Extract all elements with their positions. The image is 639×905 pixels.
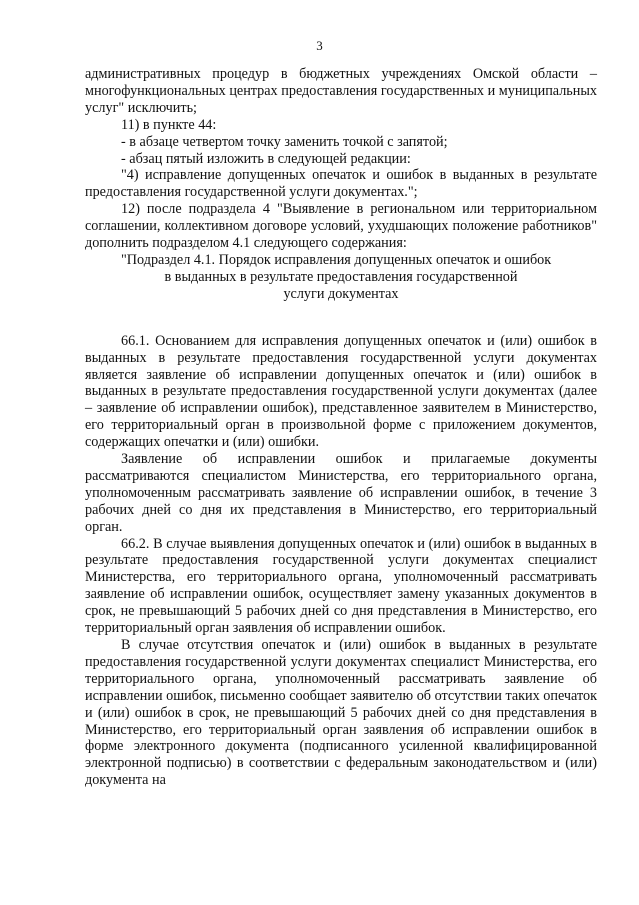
paragraph-66-2-absence: В случае отсутствия опечаток и (или) ошибок в выданных в результате предоставления государственной услуги документах специалист Министерства, его территориального органа, уполномоченный рассматривать заявление об исправлении ошибок, письменно сообщает заявителю об отсутствии таких опечаток и (или) ошибок в срок, не превышающий 5 рабочих дней со дня представления в Министерство, его территориальный орган заявления об исправлении ошибок в форме электронного документа (подписанного усиленной квалифицированной электронной подписью) в соответствии с федеральным законодательством и (или) документа на xyxy=(85,637,597,789)
paragraph-item-11: 11) в пункте 44: xyxy=(121,116,217,133)
paragraph-66-1-review: Заявление об исправлении ошибок и прилагаемые документы рассматриваются специалистом Министерства, его территориального органа, уполномоченным рассматривать заявление об исправлении ошибок, в течение 3 рабочих дней со дня их представления в Министерство, его территориальный орган. xyxy=(85,451,597,535)
subsection-title-line-3: услуги документах xyxy=(283,285,399,302)
page-number: 3 xyxy=(316,38,323,53)
paragraph-item-11-quote: "4) исправление допущенных опечаток и ошибок в выданных в результате предоставления государственной услуги документах."; xyxy=(85,167,597,201)
document-body xyxy=(85,66,597,789)
paragraph-item-11-sub2: - абзац пятый изложить в следующей редакции: xyxy=(121,150,411,167)
subsection-title-line-2: в выданных в результате предоставления государственной xyxy=(164,268,518,285)
paragraph-item-11-sub1: - в абзаце четвертом точку заменить точкой с запятой; xyxy=(121,133,448,150)
paragraph-66-2: 66.2. В случае выявления допущенных опечаток и (или) ошибок в выданных в результате предоставления государственной услуги документах специалист Министерства, его территориального органа, уполномоченный рассматривать заявление об исправлении ошибок, осуществляет замену указанных документов в срок, не превышающий 5 рабочих дней со дня представления в Министерство, его территориальный орган заявления об исправлении ошибок. xyxy=(85,535,597,637)
subsection-title-line-1: "Подраздел 4.1. Порядок исправления допущенных опечаток и ошибок xyxy=(121,251,552,268)
paragraph-item-12: 12) после подраздела 4 "Выявление в региональном или территориальном соглашении, коллективном договоре условий, ухудшающих положение работников" дополнить подразделом 4.1 следующего содержания: xyxy=(85,201,597,252)
paragraph-intro-continuation: административных процедур в бюджетных учреждениях Омской области – многофункциональных центрах предоставления государственных и муниципальных услуг" исключить; xyxy=(85,66,597,116)
section-spacer xyxy=(85,303,597,333)
paragraph-66-1: 66.1. Основанием для исправления допущенных опечаток и (или) ошибок в выданных в результате предоставления государственной услуги документах является заявление об исправлении допущенных опечаток и (или) ошибок в выданных в результате предоставления государственной услуги документах (далее – заявление об исправлении ошибок), представленное заявителем в Министерство, его территориальный орган в произвольной форме с приложением документов, содержащих опечатки и (или) ошибки. xyxy=(85,332,597,451)
